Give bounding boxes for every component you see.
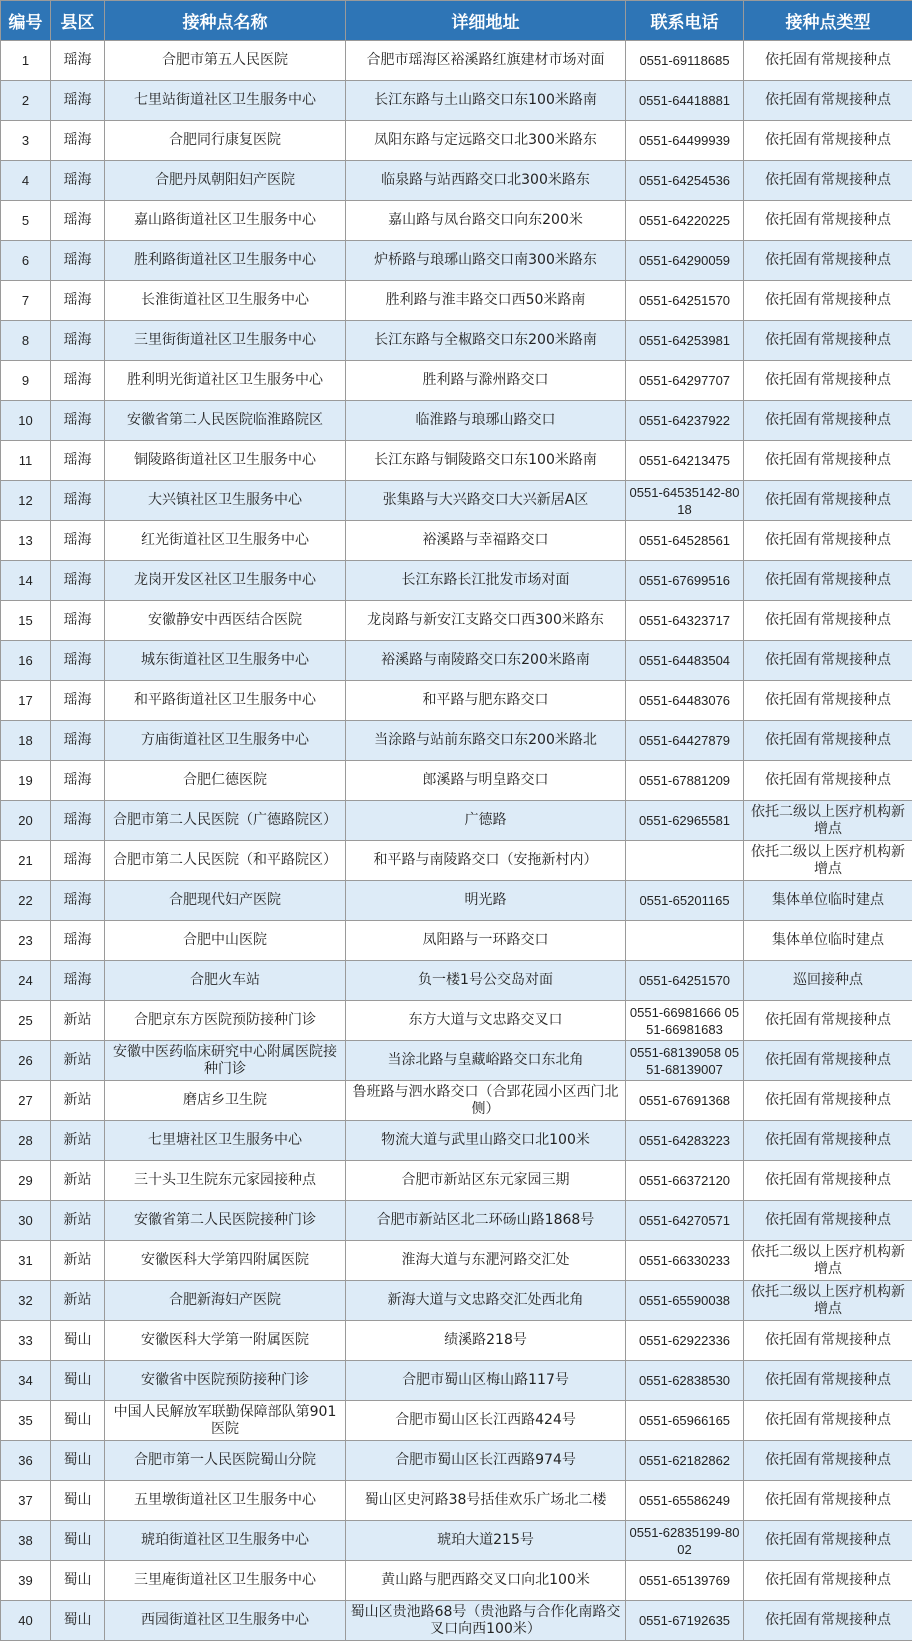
cell-phone: 0551-69118685 [626, 41, 744, 81]
cell-site-type: 依托固有常规接种点 [744, 1361, 912, 1401]
cell-number: 37 [1, 1481, 51, 1521]
table-row [1, 1521, 912, 1561]
cell-number: 14 [1, 561, 51, 601]
table-row [1, 1321, 912, 1361]
cell-phone: 0551-65590038 [626, 1281, 744, 1321]
cell-address: 合肥市蜀山区长江西路974号 [346, 1441, 626, 1481]
table-row [1, 41, 912, 81]
cell-site-name: 方庙街道社区卫生服务中心 [105, 721, 346, 761]
cell-site-type: 依托固有常规接种点 [744, 481, 912, 521]
cell-district: 瑶海 [51, 641, 105, 681]
cell-site-type: 依托固有常规接种点 [744, 1521, 912, 1561]
cell-phone: 0551-64418881 [626, 81, 744, 121]
cell-phone: 0551-64483504 [626, 641, 744, 681]
cell-site-type: 依托固有常规接种点 [744, 361, 912, 401]
cell-address: 合肥市蜀山区长江西路424号 [346, 1401, 626, 1441]
cell-phone: 0551-64297707 [626, 361, 744, 401]
cell-address: 当涂路与站前东路交口东200米路北 [346, 721, 626, 761]
table-row [1, 161, 912, 201]
table-row [1, 841, 912, 881]
cell-phone: 0551-64213475 [626, 441, 744, 481]
cell-site-name: 合肥现代妇产医院 [105, 881, 346, 921]
table-row [1, 641, 912, 681]
cell-address: 淮海大道与东淝河路交汇处 [346, 1241, 626, 1281]
cell-district: 蜀山 [51, 1561, 105, 1601]
cell-address: 蜀山区史河路38号括佳欢乐广场北二楼 [346, 1481, 626, 1521]
cell-number: 28 [1, 1121, 51, 1161]
table-row [1, 1481, 912, 1521]
cell-phone: 0551-64499939 [626, 121, 744, 161]
table-row [1, 1361, 912, 1401]
cell-district: 瑶海 [51, 881, 105, 921]
cell-number: 33 [1, 1321, 51, 1361]
cell-district: 新站 [51, 1081, 105, 1121]
cell-phone: 0551-64251570 [626, 281, 744, 321]
cell-site-name: 合肥同行康复医院 [105, 121, 346, 161]
cell-site-name: 合肥市第二人民医院（和平路院区） [105, 841, 346, 881]
header-number: 编号 [1, 1, 51, 41]
cell-number: 13 [1, 521, 51, 561]
cell-site-type: 集体单位临时建点 [744, 921, 912, 961]
cell-address: 合肥市蜀山区梅山路117号 [346, 1361, 626, 1401]
cell-phone [626, 841, 744, 881]
cell-number: 19 [1, 761, 51, 801]
cell-phone: 0551-66330233 [626, 1241, 744, 1281]
cell-site-name: 合肥市第五人民医院 [105, 41, 346, 81]
cell-number: 26 [1, 1041, 51, 1081]
cell-site-type: 依托固有常规接种点 [744, 441, 912, 481]
table-row [1, 1041, 912, 1081]
cell-district: 瑶海 [51, 81, 105, 121]
table-row [1, 361, 912, 401]
cell-address: 明光路 [346, 881, 626, 921]
cell-district: 瑶海 [51, 561, 105, 601]
cell-site-type: 依托固有常规接种点 [744, 201, 912, 241]
cell-site-type: 依托固有常规接种点 [744, 41, 912, 81]
cell-site-type: 依托固有常规接种点 [744, 1441, 912, 1481]
cell-phone: 0551-68139058 0551-68139007 [626, 1041, 744, 1081]
table-row [1, 441, 912, 481]
cell-phone: 0551-64283223 [626, 1121, 744, 1161]
cell-district: 瑶海 [51, 801, 105, 841]
cell-site-name: 安徽医科大学第四附属医院 [105, 1241, 346, 1281]
table-row [1, 121, 912, 161]
cell-address: 东方大道与文忠路交叉口 [346, 1001, 626, 1041]
cell-site-type: 依托固有常规接种点 [744, 1601, 912, 1641]
cell-number: 40 [1, 1601, 51, 1641]
cell-district: 瑶海 [51, 841, 105, 881]
table-row [1, 961, 912, 1001]
cell-phone: 0551-65586249 [626, 1481, 744, 1521]
cell-address: 合肥市瑶海区裕溪路红旗建材市场对面 [346, 41, 626, 81]
cell-site-type: 依托固有常规接种点 [744, 161, 912, 201]
cell-site-type: 依托固有常规接种点 [744, 1081, 912, 1121]
cell-phone: 0551-66372120 [626, 1161, 744, 1201]
table-row [1, 1441, 912, 1481]
cell-address: 裕溪路与幸福路交口 [346, 521, 626, 561]
table-row [1, 1561, 912, 1601]
cell-address: 鲁班路与泗水路交口（合郢花园小区西门北侧） [346, 1081, 626, 1121]
cell-district: 新站 [51, 1041, 105, 1081]
cell-district: 瑶海 [51, 681, 105, 721]
cell-phone: 0551-64290059 [626, 241, 744, 281]
cell-district: 新站 [51, 1281, 105, 1321]
table-row [1, 721, 912, 761]
cell-number: 2 [1, 81, 51, 121]
header-district: 县区 [51, 1, 105, 41]
cell-site-name: 铜陵路街道社区卫生服务中心 [105, 441, 346, 481]
cell-site-name: 七里塘社区卫生服务中心 [105, 1121, 346, 1161]
cell-site-type: 依托固有常规接种点 [744, 521, 912, 561]
cell-site-name: 安徽省第二人民医院临淮路院区 [105, 401, 346, 441]
cell-phone: 0551-67691368 [626, 1081, 744, 1121]
cell-address: 绩溪路218号 [346, 1321, 626, 1361]
cell-site-type: 依托固有常规接种点 [744, 761, 912, 801]
cell-address: 长江东路与全椒路交口东200米路南 [346, 321, 626, 361]
cell-site-type: 依托固有常规接种点 [744, 601, 912, 641]
cell-address: 临泉路与站西路交口北300米路东 [346, 161, 626, 201]
cell-phone: 0551-64528561 [626, 521, 744, 561]
table-row [1, 561, 912, 601]
cell-district: 新站 [51, 1121, 105, 1161]
table-row [1, 601, 912, 641]
cell-address: 和平路与肥东路交口 [346, 681, 626, 721]
cell-phone: 0551-64237922 [626, 401, 744, 441]
table-row [1, 1001, 912, 1041]
cell-district: 瑶海 [51, 441, 105, 481]
cell-site-name: 三里庵街道社区卫生服务中心 [105, 1561, 346, 1601]
cell-phone: 0551-62922336 [626, 1321, 744, 1361]
cell-phone: 0551-62835199-8002 [626, 1521, 744, 1561]
cell-site-name: 合肥市第一人民医院蜀山分院 [105, 1441, 346, 1481]
cell-site-name: 合肥中山医院 [105, 921, 346, 961]
cell-district: 瑶海 [51, 281, 105, 321]
cell-district: 瑶海 [51, 321, 105, 361]
table-row [1, 1281, 912, 1321]
cell-phone: 0551-64535142-8018 [626, 481, 744, 521]
table-row [1, 1601, 912, 1641]
cell-address: 郎溪路与明皇路交口 [346, 761, 626, 801]
cell-site-type: 依托固有常规接种点 [744, 281, 912, 321]
cell-district: 瑶海 [51, 41, 105, 81]
table-row [1, 401, 912, 441]
cell-number: 20 [1, 801, 51, 841]
cell-site-name: 合肥京东方医院预防接种门诊 [105, 1001, 346, 1041]
cell-number: 16 [1, 641, 51, 681]
table-body [1, 41, 912, 1641]
cell-site-name: 中国人民解放军联勤保障部队第901医院 [105, 1401, 346, 1441]
cell-address: 新海大道与文忠路交汇处西北角 [346, 1281, 626, 1321]
cell-district: 瑶海 [51, 961, 105, 1001]
cell-number: 25 [1, 1001, 51, 1041]
cell-site-name: 胜利路街道社区卫生服务中心 [105, 241, 346, 281]
cell-address: 琥珀大道215号 [346, 1521, 626, 1561]
cell-site-name: 红光街道社区卫生服务中心 [105, 521, 346, 561]
cell-number: 15 [1, 601, 51, 641]
table-row [1, 921, 912, 961]
cell-address: 张集路与大兴路交口大兴新居A区 [346, 481, 626, 521]
cell-number: 3 [1, 121, 51, 161]
cell-site-name: 合肥火车站 [105, 961, 346, 1001]
cell-number: 8 [1, 321, 51, 361]
cell-address: 凤阳路与一环路交口 [346, 921, 626, 961]
table-row [1, 81, 912, 121]
cell-number: 31 [1, 1241, 51, 1281]
table-row [1, 1081, 912, 1121]
cell-site-type: 依托固有常规接种点 [744, 1161, 912, 1201]
cell-site-type: 依托固有常规接种点 [744, 1041, 912, 1081]
cell-district: 瑶海 [51, 601, 105, 641]
cell-number: 24 [1, 961, 51, 1001]
cell-phone: 0551-67881209 [626, 761, 744, 801]
cell-site-name: 大兴镇社区卫生服务中心 [105, 481, 346, 521]
cell-address: 当涂北路与皇藏峪路交口东北角 [346, 1041, 626, 1081]
cell-site-name: 合肥仁德医院 [105, 761, 346, 801]
cell-address: 龙岗路与新安江支路交口西300米路东 [346, 601, 626, 641]
cell-number: 10 [1, 401, 51, 441]
cell-district: 新站 [51, 1241, 105, 1281]
table-row [1, 881, 912, 921]
cell-number: 6 [1, 241, 51, 281]
cell-site-type: 依托固有常规接种点 [744, 1321, 912, 1361]
cell-site-name: 长淮街道社区卫生服务中心 [105, 281, 346, 321]
cell-district: 瑶海 [51, 161, 105, 201]
cell-address: 和平路与南陵路交口（安拖新村内） [346, 841, 626, 881]
cell-address: 蜀山区贵池路68号（贵池路与合作化南路交叉口向西100米） [346, 1601, 626, 1641]
cell-site-name: 琥珀街道社区卫生服务中心 [105, 1521, 346, 1561]
cell-site-type: 依托固有常规接种点 [744, 401, 912, 441]
cell-district: 瑶海 [51, 481, 105, 521]
cell-phone: 0551-66981666 0551-66981683 [626, 1001, 744, 1041]
table-row [1, 241, 912, 281]
table-row [1, 761, 912, 801]
cell-number: 12 [1, 481, 51, 521]
cell-phone: 0551-64254536 [626, 161, 744, 201]
cell-phone: 0551-65201165 [626, 881, 744, 921]
cell-site-type: 依托固有常规接种点 [744, 1121, 912, 1161]
cell-phone: 0551-67699516 [626, 561, 744, 601]
header-site-type: 接种点类型 [744, 1, 912, 41]
cell-site-type: 依托二级以上医疗机构新增点 [744, 1241, 912, 1281]
cell-phone: 0551-62182862 [626, 1441, 744, 1481]
header-site-name: 接种点名称 [105, 1, 346, 41]
table-row [1, 1161, 912, 1201]
cell-phone: 0551-64483076 [626, 681, 744, 721]
cell-phone: 0551-64323717 [626, 601, 744, 641]
cell-site-name: 城东街道社区卫生服务中心 [105, 641, 346, 681]
cell-number: 17 [1, 681, 51, 721]
table-row [1, 681, 912, 721]
cell-address: 负一楼1号公交岛对面 [346, 961, 626, 1001]
cell-number: 35 [1, 1401, 51, 1441]
cell-number: 4 [1, 161, 51, 201]
cell-site-name: 五里墩街道社区卫生服务中心 [105, 1481, 346, 1521]
cell-site-name: 安徽省中医院预防接种门诊 [105, 1361, 346, 1401]
cell-phone: 0551-64427879 [626, 721, 744, 761]
cell-address: 炉桥路与琅琊山路交口南300米路东 [346, 241, 626, 281]
cell-phone: 0551-65139769 [626, 1561, 744, 1601]
table-row [1, 1401, 912, 1441]
cell-site-name: 龙岗开发区社区卫生服务中心 [105, 561, 346, 601]
cell-site-type: 依托二级以上医疗机构新增点 [744, 801, 912, 841]
cell-site-type: 依托固有常规接种点 [744, 641, 912, 681]
cell-address: 合肥市新站区北二环砀山路1868号 [346, 1201, 626, 1241]
table-row [1, 481, 912, 521]
cell-district: 蜀山 [51, 1361, 105, 1401]
cell-site-type: 依托固有常规接种点 [744, 681, 912, 721]
cell-district: 瑶海 [51, 521, 105, 561]
cell-number: 30 [1, 1201, 51, 1241]
cell-site-type: 依托固有常规接种点 [744, 1401, 912, 1441]
cell-site-type: 依托固有常规接种点 [744, 1201, 912, 1241]
cell-address: 合肥市新站区东元家园三期 [346, 1161, 626, 1201]
cell-address: 黄山路与肥西路交叉口向北100米 [346, 1561, 626, 1601]
table-row [1, 521, 912, 561]
cell-site-name: 合肥新海妇产医院 [105, 1281, 346, 1321]
cell-number: 23 [1, 921, 51, 961]
cell-site-name: 三十头卫生院东元家园接种点 [105, 1161, 346, 1201]
cell-site-type: 巡回接种点 [744, 961, 912, 1001]
cell-district: 蜀山 [51, 1401, 105, 1441]
cell-site-type: 依托固有常规接种点 [744, 721, 912, 761]
cell-address: 长江东路与铜陵路交口东100米路南 [346, 441, 626, 481]
cell-site-name: 安徽医科大学第一附属医院 [105, 1321, 346, 1361]
cell-site-name: 胜利明光街道社区卫生服务中心 [105, 361, 346, 401]
cell-district: 瑶海 [51, 361, 105, 401]
cell-district: 蜀山 [51, 1441, 105, 1481]
cell-address: 裕溪路与南陵路交口东200米路南 [346, 641, 626, 681]
cell-district: 新站 [51, 1161, 105, 1201]
cell-address: 长江东路与土山路交口东100米路南 [346, 81, 626, 121]
cell-site-name: 西园街道社区卫生服务中心 [105, 1601, 346, 1641]
table-header-row [1, 1, 912, 41]
cell-number: 36 [1, 1441, 51, 1481]
cell-district: 新站 [51, 1001, 105, 1041]
cell-number: 39 [1, 1561, 51, 1601]
cell-site-type: 依托二级以上医疗机构新增点 [744, 1281, 912, 1321]
table-row [1, 1121, 912, 1161]
cell-phone [626, 921, 744, 961]
cell-phone: 0551-64220225 [626, 201, 744, 241]
header-address: 详细地址 [346, 1, 626, 41]
cell-address: 胜利路与滁州路交口 [346, 361, 626, 401]
cell-district: 瑶海 [51, 121, 105, 161]
cell-site-name: 嘉山路街道社区卫生服务中心 [105, 201, 346, 241]
cell-site-type: 集体单位临时建点 [744, 881, 912, 921]
cell-site-type: 依托固有常规接种点 [744, 1561, 912, 1601]
cell-number: 21 [1, 841, 51, 881]
cell-site-name: 三里街街道社区卫生服务中心 [105, 321, 346, 361]
cell-number: 7 [1, 281, 51, 321]
cell-site-type: 依托固有常规接种点 [744, 1481, 912, 1521]
cell-site-name: 安徽省第二人民医院接种门诊 [105, 1201, 346, 1241]
cell-district: 新站 [51, 1201, 105, 1241]
cell-phone: 0551-62838530 [626, 1361, 744, 1401]
cell-site-type: 依托固有常规接种点 [744, 121, 912, 161]
cell-district: 瑶海 [51, 721, 105, 761]
cell-phone: 0551-62965581 [626, 801, 744, 841]
cell-number: 11 [1, 441, 51, 481]
cell-district: 瑶海 [51, 401, 105, 441]
cell-district: 瑶海 [51, 201, 105, 241]
table-row [1, 281, 912, 321]
cell-number: 34 [1, 1361, 51, 1401]
cell-site-type: 依托固有常规接种点 [744, 1001, 912, 1041]
cell-number: 1 [1, 41, 51, 81]
table-row [1, 801, 912, 841]
cell-district: 蜀山 [51, 1321, 105, 1361]
cell-district: 瑶海 [51, 241, 105, 281]
header-phone: 联系电话 [626, 1, 744, 41]
cell-site-type: 依托二级以上医疗机构新增点 [744, 841, 912, 881]
cell-site-name: 合肥丹凤朝阳妇产医院 [105, 161, 346, 201]
cell-site-name: 七里站街道社区卫生服务中心 [105, 81, 346, 121]
cell-address: 物流大道与武里山路交口北100米 [346, 1121, 626, 1161]
cell-site-name: 合肥市第二人民医院（广德路院区） [105, 801, 346, 841]
cell-number: 27 [1, 1081, 51, 1121]
cell-address: 广德路 [346, 801, 626, 841]
cell-number: 29 [1, 1161, 51, 1201]
cell-phone: 0551-64253981 [626, 321, 744, 361]
cell-district: 瑶海 [51, 921, 105, 961]
cell-site-type: 依托固有常规接种点 [744, 321, 912, 361]
cell-site-name: 安徽中医药临床研究中心附属医院接种门诊 [105, 1041, 346, 1081]
table-row [1, 1201, 912, 1241]
cell-site-name: 和平路街道社区卫生服务中心 [105, 681, 346, 721]
cell-site-type: 依托固有常规接种点 [744, 241, 912, 281]
cell-site-name: 安徽静安中西医结合医院 [105, 601, 346, 641]
cell-address: 凤阳东路与定远路交口北300米路东 [346, 121, 626, 161]
cell-district: 瑶海 [51, 761, 105, 801]
table-row [1, 201, 912, 241]
cell-site-type: 依托固有常规接种点 [744, 561, 912, 601]
cell-address: 长江东路长江批发市场对面 [346, 561, 626, 601]
cell-phone: 0551-67192635 [626, 1601, 744, 1641]
cell-number: 22 [1, 881, 51, 921]
cell-site-type: 依托固有常规接种点 [744, 81, 912, 121]
cell-district: 蜀山 [51, 1481, 105, 1521]
cell-number: 9 [1, 361, 51, 401]
cell-number: 32 [1, 1281, 51, 1321]
cell-address: 临淮路与琅琊山路交口 [346, 401, 626, 441]
table-row [1, 1241, 912, 1281]
cell-phone: 0551-64251570 [626, 961, 744, 1001]
cell-number: 5 [1, 201, 51, 241]
table-row [1, 321, 912, 361]
cell-phone: 0551-64270571 [626, 1201, 744, 1241]
cell-number: 18 [1, 721, 51, 761]
cell-address: 嘉山路与凤台路交口向东200米 [346, 201, 626, 241]
cell-phone: 0551-65966165 [626, 1401, 744, 1441]
cell-address: 胜利路与淮丰路交口西50米路南 [346, 281, 626, 321]
cell-site-name: 磨店乡卫生院 [105, 1081, 346, 1121]
cell-district: 蜀山 [51, 1521, 105, 1561]
cell-number: 38 [1, 1521, 51, 1561]
cell-district: 蜀山 [51, 1601, 105, 1641]
